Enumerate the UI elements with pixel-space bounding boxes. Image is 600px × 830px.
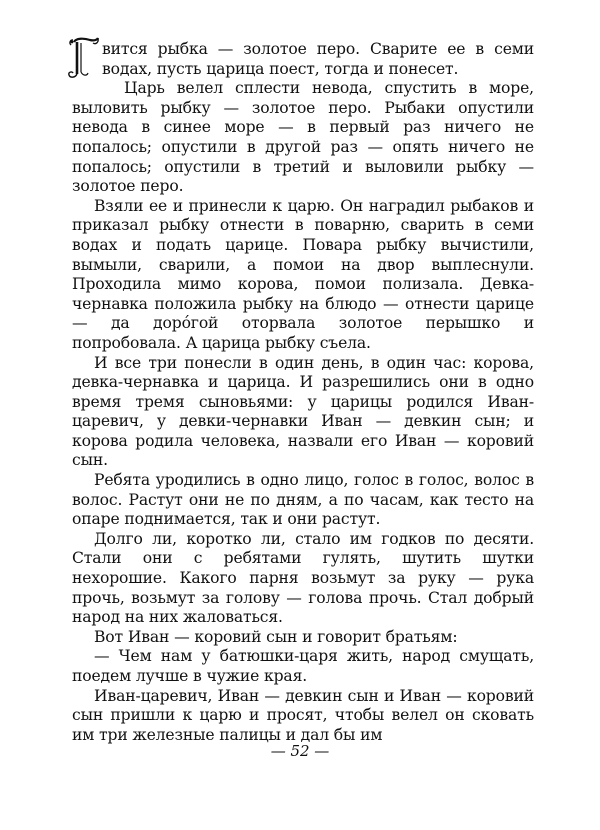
page-number: — 52 — — [270, 742, 330, 760]
page-body — [72, 40, 534, 745]
paragraph-4: И все три понесли в один день, в один час: корова, девка-чернавка и царица. И разрешились они в одно время тремя сыновьями: у царицы родился Иван-царевич, у девки-чернавки Иван — девкин сын; и корова родила человека, назвали его Иван — коровий сын. — [72, 353, 534, 470]
paragraph-5: Ребята уродились в одно лицо, голос в голос, волос в волос. Растут они не по дням, а по часам, как тесто на опаре поднимается, так и они растут. — [72, 471, 534, 529]
paragraph-8: — Чем нам у батюшки-царя жить, народ смущать, поедем лучше в чужие края. — [72, 647, 534, 685]
paragraph-9: Иван-царевич, Иван — девкин сын и Иван — коровий сын пришли к царю и просят, чтобы велел он сковать им три железные палицы и дал бы им — [72, 686, 534, 744]
ornamental-drop-cap-icon — [66, 36, 100, 80]
paragraph-1 — [72, 40, 534, 79]
paragraph-3: Взяли ее и принесли к царю. Он наградил рыбаков и приказал рыбку отнести в поварню, сварить в семи водах и подать царице. Повара рыбку вычистили, вымыли, сварили, а помои на двор выплеснули. Проходила мимо корова, помои полизала. Девка-чернавка положила рыбку на блюдо — отнести царице — да доро́гой оторвала золотое перышко и попробовала. А царица рыбку съела. — [72, 196, 534, 352]
paragraph-2: Царь велел сплести невода, спустить в море, выловить рыбку — золотое перо. Рыбаки опустили невода в синее море — в первый раз ничего не попалось; опустили в другой раз — опять ничего не попалось; опустили в третий и выловили рыбку — золотое перо. — [72, 79, 534, 196]
paragraph-1-text: вится рыбка — золотое перо. Сварите ее в семи водах, пусть царица поест, тогда и понесет. — [102, 40, 534, 78]
paragraph-7: Вот Иван — коровий сын и говорит братьям: — [94, 627, 458, 646]
drop-cap — [66, 36, 100, 80]
paragraph-6: Долго ли, коротко ли, стало им годков по десяти. Стали они с ребятами гулять, шутить шутки нехорошие. Какого парня возьмут за руку — рука прочь, возьмут за голову — голова прочь. Стал добрый народ на них жаловаться. — [72, 529, 534, 627]
